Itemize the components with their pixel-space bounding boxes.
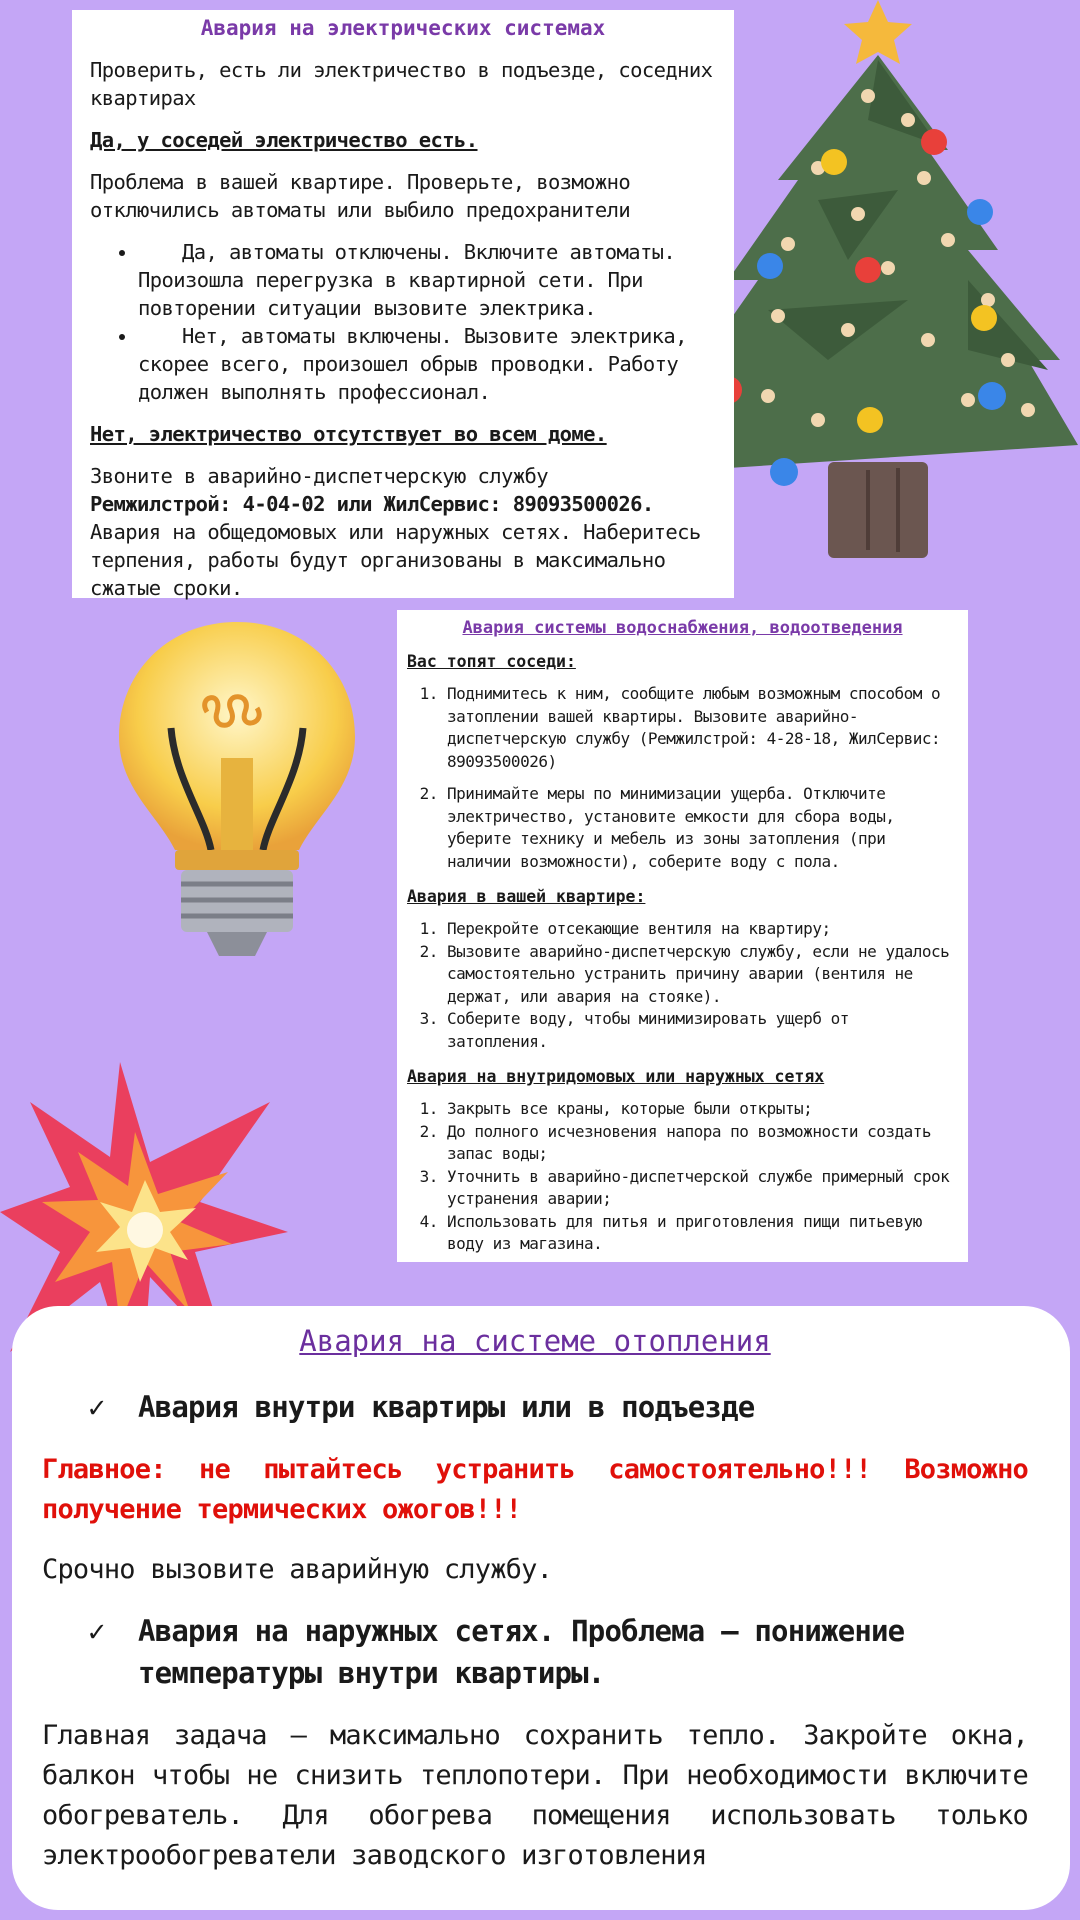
- outer-networks-text: Авария на общедомовых или наружных сетях. Наберитесь терпения, работы будут организованы в максимально сжатые сроки.: [90, 520, 701, 600]
- call-dispatch-label: Звоните в аварийно-диспетчерскую службу: [90, 464, 548, 488]
- list-item: 1. Перекройте отсекающие вентиля на квартиру;: [447, 918, 958, 941]
- outer-networks-item: [42, 1610, 1028, 1694]
- list-item: 3. Уточнить в аварийно-диспетчерской службе примерный срок устранения аварии;: [447, 1166, 958, 1211]
- dispatch-contacts: Ремжилстрой: 4-04-02 или ЖилСервис: 89093500026.: [90, 492, 654, 516]
- list-item: 2. Вызовите аварийно-диспетчерскую службу, если не удалось самостоятельно устранить причину аварии (вентиля не держат, или авария на стояке).: [447, 941, 958, 1009]
- apartment-accident-heading: Авария в вашей квартире:: [407, 887, 646, 906]
- inside-apartment-item: [42, 1386, 1028, 1428]
- light-bulb-icon: [115, 618, 360, 964]
- list-item: 2. Принимайте меры по минимизации ущерба. Отключите электричество, установите емкости для сбора воды, уберите технику и мебель из зоны затопления (при наличии возможности), соберите воду с пола.: [447, 783, 958, 873]
- apartment-accident-list: [407, 918, 958, 1053]
- water-supply-card: [397, 610, 968, 1262]
- electric-intro: Проверить, есть ли электричество в подъезде, соседних квартирах: [90, 58, 713, 110]
- no-power-building-heading: Нет, электричество отсутствует во всем доме.: [90, 422, 607, 446]
- apartment-problem-text: Проблема в вашей квартире. Проверьте, возможно отключились автоматы или выбило предохранители: [90, 170, 631, 222]
- electric-title: Авария на электрических системах: [200, 16, 606, 40]
- electric-systems-card: [72, 10, 734, 598]
- neighbors-have-power-heading: Да, у соседей электричество есть.: [90, 128, 478, 152]
- list-item: 3. Соберите воду, чтобы минимизировать ущерб от затопления.: [447, 1008, 958, 1053]
- list-item: 1. Поднимитесь к ним, сообщите любым возможным способом о затоплении вашей квартиры. Вызовите аварийно-диспетчерскую службу (Ремжилстрой: 4-28-18, ЖилСервис: 89093500026): [447, 683, 958, 773]
- heating-title: Авария на системе отопления: [299, 1324, 771, 1358]
- outer-networks-label: Авария на наружных сетях. Проблема – понижение температуры внутри квартиры.: [138, 1614, 905, 1690]
- networks-accident-list: [407, 1098, 958, 1256]
- warning-text: Главное: не пытайтесь устранить самостоятельно!!! Возможно получение термических ожогов!!!: [42, 1454, 1028, 1525]
- check-icon: ✓: [88, 1614, 105, 1648]
- heating-system-card: [12, 1306, 1070, 1910]
- neighbors-flooding-list: [407, 683, 958, 873]
- call-emergency-text: Срочно вызовите аварийную службу.: [42, 1554, 553, 1585]
- heat-advice-text: Главная задача – максимально сохранить тепло. Закройте окна, балкон чтобы не снизить теплопотери. При необходимости включите обогреватель. Для обогрева помещения использовать только электрообогреватели заводского изготовления: [42, 1720, 1028, 1871]
- inside-apartment-label: Авария внутри квартиры или в подъезде: [138, 1390, 755, 1424]
- call-dispatch-text: [90, 462, 716, 602]
- check-icon: ✓: [88, 1390, 105, 1424]
- list-item: 4. Использовать для питья и приготовления пищи питьевую воду из магазина.: [447, 1211, 958, 1256]
- neighbors-flooding-heading: Вас топят соседи:: [407, 652, 576, 671]
- breaker-options-list: [90, 238, 716, 406]
- networks-accident-heading: Авария на внутридомовых или наружных сетях: [407, 1067, 825, 1086]
- list-item: 2. До полного исчезновения напора по возможности создать запас воды;: [447, 1121, 958, 1166]
- list-item: • Нет, автоматы включены. Вызовите электрика, скорее всего, произошел обрыв проводки. Работу должен выполнять профессионал.: [138, 322, 716, 406]
- list-item: • Да, автоматы отключены. Включите автоматы. Произошла перегрузка в квартирной сети. При повторении ситуации вызовите электрика.: [138, 238, 716, 322]
- list-item: 1. Закрыть все краны, которые были открыты;: [447, 1098, 958, 1121]
- water-title: Авария системы водоснабжения, водоотведения: [462, 618, 903, 638]
